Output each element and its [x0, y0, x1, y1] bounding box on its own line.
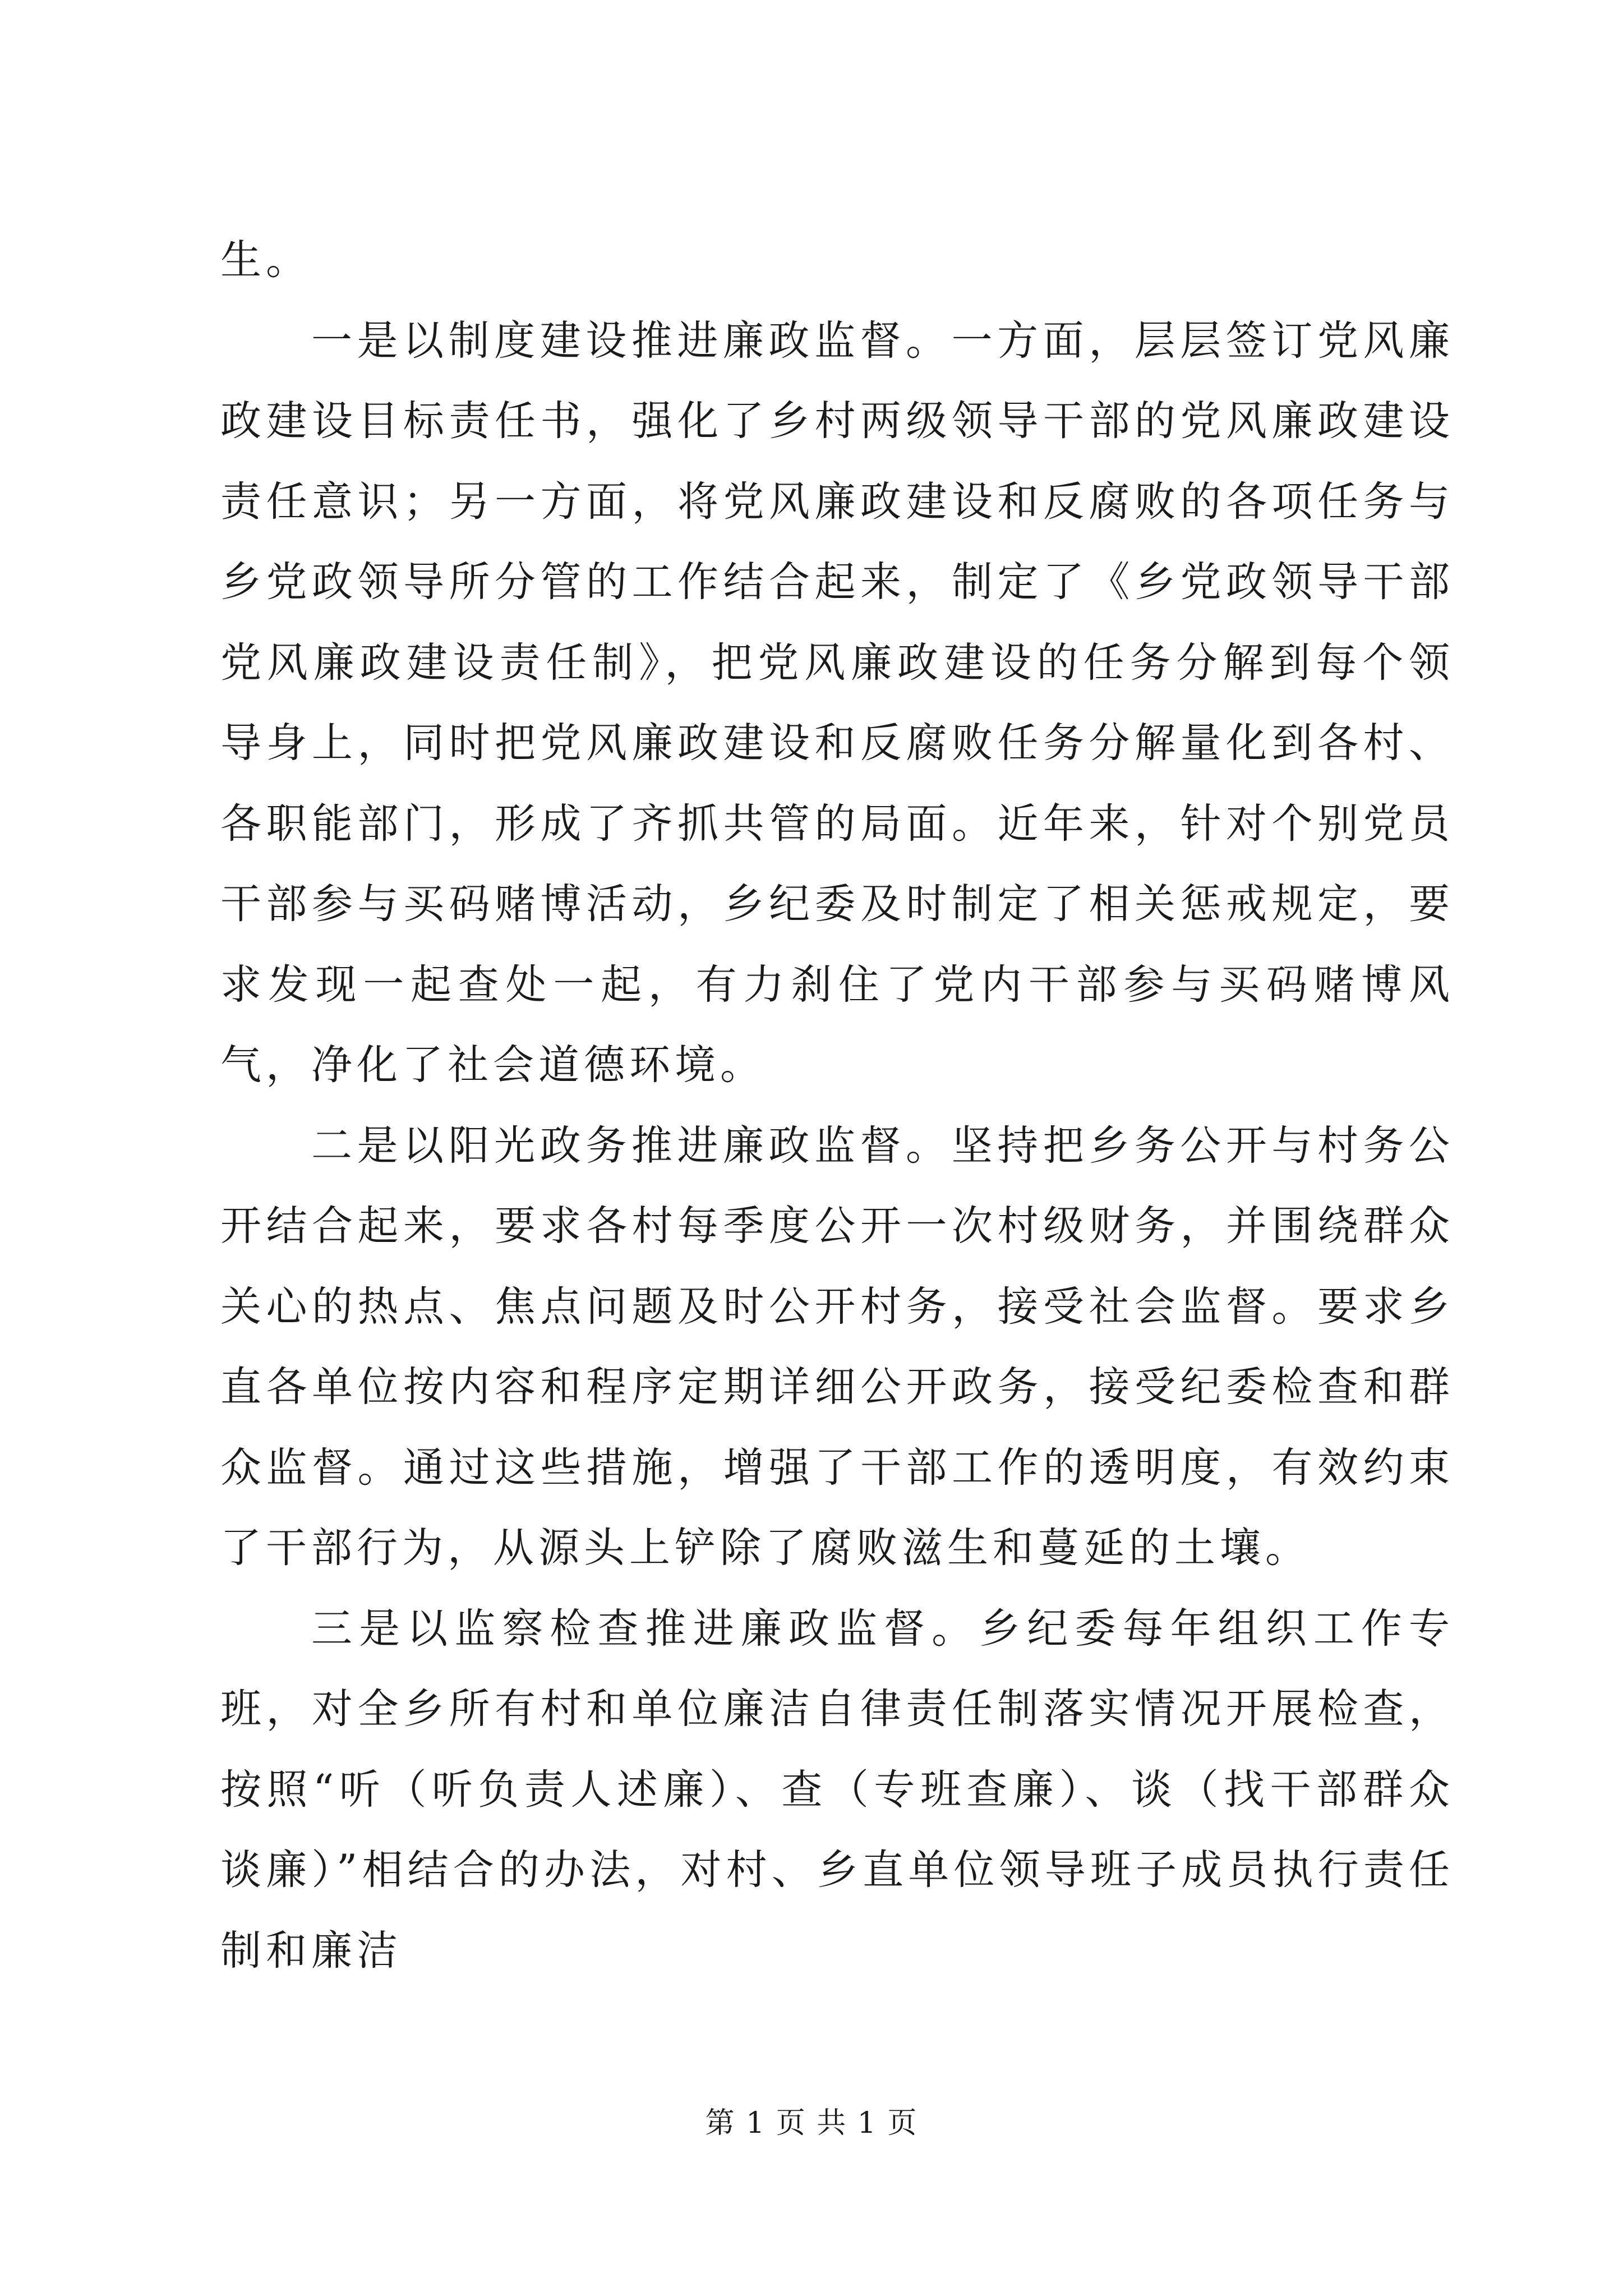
paragraph-inspection: 三是以监察检查推进廉政监督。乡纪委每年组织工作专班，对全乡所有村和单位廉洁自律责任制落实情况开展检查，按照“听（听负责人述廉）、查（专班查廉）、谈（找干部群众谈廉）”相结合的办法，对村、乡直单位领导班子成员执行责任制和廉洁: [220, 1604, 1454, 1975]
paragraph-open-government: 二是以阳光政务推进廉政监督。坚持把乡务公开与村务公开结合起来，要求各村每季度公开一次村级财务，并围绕群众关心的热点、焦点问题及时公开村务，接受社会监督。要求乡直各单位按内容和程序定期详细公开政务，接受纪委检查和群众监督。通过这些措施，增强了干部工作的透明度，有效约束了干部行为，从源头上铲除了腐败滋生和蔓延的土壤。: [220, 1121, 1454, 1572]
page-number-footer: 第 1 页 共 1 页: [705, 2106, 918, 2140]
paragraph-system-building: 一是以制度建设推进廉政监督。一方面，层层签订党风廉政建设目标责任书，强化了乡村两级领导干部的党风廉政建设责任意识；另一方面，将党风廉政建设和反腐败的各项任务与乡党政领导所分管的工作结合起来，制定了《乡党政领导干部党风廉政建设责任制》，把党风廉政建设的任务分解到每个领导身上，同时把党风廉政建设和反腐败任务分解量化到各村、各职能部门，形成了齐抓共管的局面。近年来，针对个别党员干部参与买码赌博活动，乡纪委及时制定了相关惩戒规定，要求发现一起查处一起，有力刹住了党内干部参与买码赌博风气，净化了社会道德环境。: [220, 316, 1454, 1089]
paragraph-continuation: 生。: [220, 236, 311, 284]
document-body: [220, 220, 1454, 1991]
